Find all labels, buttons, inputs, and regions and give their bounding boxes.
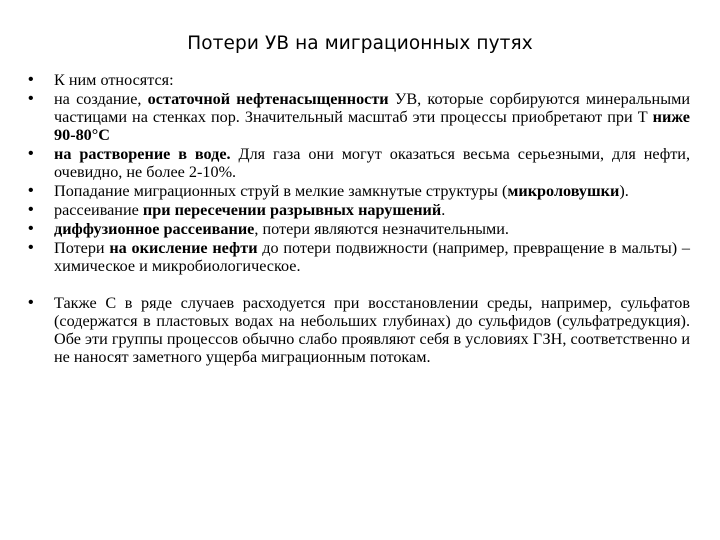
bullet-icon: • <box>28 182 34 199</box>
list-item-0 <box>28 71 690 89</box>
bullet-list <box>28 71 690 367</box>
item-text-1: на создание, остаточной нефтенасыщенности УВ, которые сорбируются минеральными частицами на стенках пор. Значительный масштаб эти процессы приобретают при Т ниже 90-80°С <box>54 90 690 144</box>
slide-title: Потери УВ на миграционных путях <box>187 33 533 54</box>
item-text-2: на растворение в воде. Для газа они могут оказаться весьма серьезными, для нефти, очевидно, не более 2-10%. <box>54 145 691 181</box>
list-item-7 <box>28 294 690 366</box>
bullet-icon: • <box>28 90 34 107</box>
bullet-icon: • <box>28 239 34 256</box>
list-item-2 <box>28 145 690 181</box>
item-text-4: рассеивание при пересечении разрывных нарушений. <box>54 201 446 219</box>
item-text-7: Также С в ряде случаев расходуется при восстановлении среды, например, сульфатов (содержатся в пластовых водах на небольших глубинах) до сульфидов (сульфатредукция). Обе эти группы процессов обычно слабо проявляют себя в условиях ГЗН, соответственно и не наносят заметного ущерба миграционным потокам. <box>54 294 690 366</box>
item-text-0: К ним относятся: <box>54 71 174 89</box>
bullet-icon: • <box>28 294 34 311</box>
bullet-icon: • <box>28 201 34 218</box>
list-item-1 <box>28 90 690 144</box>
bullet-icon: • <box>28 71 34 88</box>
item-text-5: диффузионное рассеивание, потери являются незначительными. <box>54 220 509 238</box>
list-item-3 <box>28 182 690 200</box>
bullet-icon: • <box>28 220 34 237</box>
bullet-icon: • <box>28 145 34 162</box>
list-item-5 <box>28 220 690 238</box>
item-text-3: Попадание миграционных струй в мелкие замкнутые структуры (микроловушки). <box>54 182 629 200</box>
list-item-6 <box>28 239 690 275</box>
item-text-6: Потери на окисление нефти до потери подвижности (например, превращение в мальты) – химическое и микробиологическое. <box>54 239 691 275</box>
list-item-4 <box>28 201 690 219</box>
